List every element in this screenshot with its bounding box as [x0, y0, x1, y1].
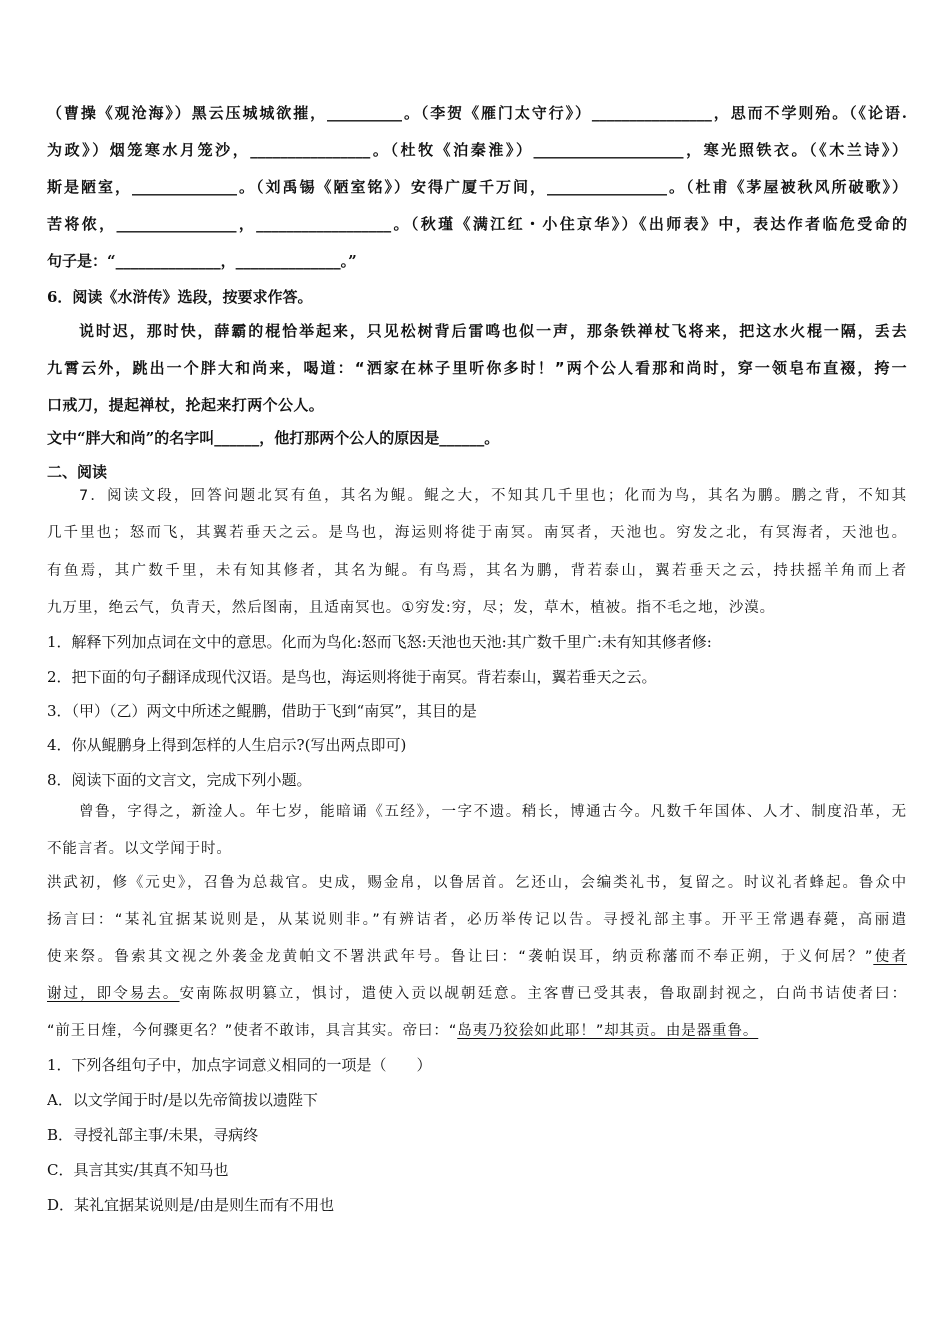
question-8-passage-line: 洪武初，修《元史》，召鲁为总裁官。史成，赐金帛，以鲁居首。乞还山，会编类礼书，复留之。时议礼者蜂起。鲁众中: [47, 875, 907, 891]
question-8-passage-line: 曾鲁，字得之，新淦人。年七岁，能暗诵《五经》，一字不遗。稍长，博通古今。凡数千年国体、人才、制度沿革，无: [79, 804, 907, 820]
passage-text: 安南陈叔明篡立，惧讨，遣使入贡以觇朝廷意。主客曹已受其表，鲁取副封视之，白尚书诘使者曰：: [179, 986, 907, 1002]
mc-option-b: B．寻授礼部主事/未果，寻病终: [47, 1126, 259, 1144]
mc-question-stem: 1．下列各组句子中，加点字词意义相同的一项是（ ）: [47, 1056, 432, 1074]
mc-option-a: A．以文学闻于时/是以先帝简拔以遗陛下: [47, 1091, 318, 1109]
mc-option-c: C．具言其实/其真不知马也: [47, 1161, 229, 1179]
mc-option-d: D．某礼宜据某说则是/由是则生而有不用也: [47, 1196, 335, 1214]
question-8-passage-line: [47, 984, 907, 1004]
question-8-passage-line: 扬言曰：“某礼宜据某说则是，从某说则非。”有辨诘者，必历举传记以告。寻授礼部主事。开平王常遇春薨，高丽遣: [47, 912, 907, 928]
question-6-prompt: 文中“胖大和尚”的名字叫______，他打那两个公人的原因是______。: [47, 429, 500, 447]
question-7-passage-line: 九万里，绝云气，负青天，然后图南，且适南冥也。①穷发:穷，尽；发，草木，植被。指不毛之地，沙漠。: [47, 600, 776, 616]
underlined-text: 使者: [873, 949, 907, 965]
question-6-title: 6．阅读《水浒传》选段，按要求作答。: [47, 288, 313, 306]
question-6-passage-line: 九霄云外，跳出一个胖大和尚来，喝道：“洒家在林子里听你多时！”两个公人看那和尚时，穿一领皂布直裰，挎一: [47, 359, 907, 377]
fill-blank-line-5: 句子是：“______________，______________。”: [47, 252, 357, 270]
question-7-passage-line: 有鱼焉，其广数千里，未有知其修者，其名为鲲。有鸟焉，其名为鹏，背若泰山，翼若垂天之云，持扶摇羊角而上者: [47, 563, 907, 579]
fill-blank-line-4: 苦将侬，________________，__________________。（秋瑾《满江红・小住京华》）《出师表》中，表达作者临危受命的: [47, 215, 907, 233]
section-2-heading: 二、阅读: [47, 463, 108, 481]
fill-blank-line-1: （曹操《观沧海》）黑云压城城欲摧，__________。（李贺《雁门太守行》）________________，思而不学则殆。（《论语.: [47, 104, 907, 122]
underlined-text: 谢过，即令易去。: [47, 986, 180, 1002]
question-8-passage-line: [47, 947, 907, 967]
passage-text: “前王日煃，今何骤更名？”使者不敢讳，具言其实。帝曰：“: [47, 1023, 458, 1039]
question-8-passage-line: [47, 1021, 907, 1041]
question-7-sub-4: 4．你从鲲鹏身上得到怎样的人生启示?(写出两点即可): [47, 736, 407, 754]
question-7-passage-line: 几千里也；怒而飞，其翼若垂天之云。是鸟也，海运则将徙于南冥。南冥者，天池也。穷发之北，有冥海者，天池也。: [47, 525, 907, 541]
fill-blank-line-2: 为政》）烟笼寒水月笼沙，________________。（杜牧《泊秦淮》）____________________，寒光照铁衣。（《木兰诗》）: [47, 141, 907, 159]
question-7-sub-3: 3．（甲）（乙）两文中所述之鲲鹏，借助于飞到“南冥”，其目的是: [47, 702, 477, 720]
question-6-passage-line: 说时迟，那时快，薛霸的棍恰举起来，只见松树背后雷鸣也似一声，那条铁禅杖飞将来，把这水火棍一隔，丢去: [79, 322, 907, 340]
question-7-passage-line: 7．阅读文段，回答问题北冥有鱼，其名为鲲。鲲之大，不知其几千里也；化而为鸟，其名为鹏。鹏之背，不知其: [79, 488, 907, 504]
question-6-passage-line: 口戒刀，提起禅杖，抡起来打两个公人。: [47, 396, 325, 414]
passage-text: 使来祭。鲁索其文视之外袭金龙黄帕文不署洪武年号。鲁让曰：“袭帕误耳，纳贡称藩而不奉正朔，于义何居？”: [47, 949, 874, 965]
fill-blank-line-3: 斯是陋室，______________。（刘禹锡《陋室铭》）安得广厦千万间，________________。（杜甫《茅屋被秋风所破歌》）: [47, 178, 907, 196]
question-8-passage-line: 不能言者。以文学闻于时。: [47, 841, 232, 857]
underlined-text: 岛夷乃狡狯如此耶！”却其贡。由是器重鲁。: [457, 1023, 759, 1039]
question-7-sub-1: 1．解释下列加点词在文中的意思。化而为鸟化:怒而飞怒:天池也天池:其广数千里广:未有知其修者修:: [47, 633, 712, 651]
question-7-sub-2: 2．把下面的句子翻译成现代汉语。是鸟也，海运则将徙于南冥。背若泰山，翼若垂天之云。: [47, 668, 657, 686]
question-8-title: 8．阅读下面的文言文，完成下列小题。: [47, 771, 312, 789]
